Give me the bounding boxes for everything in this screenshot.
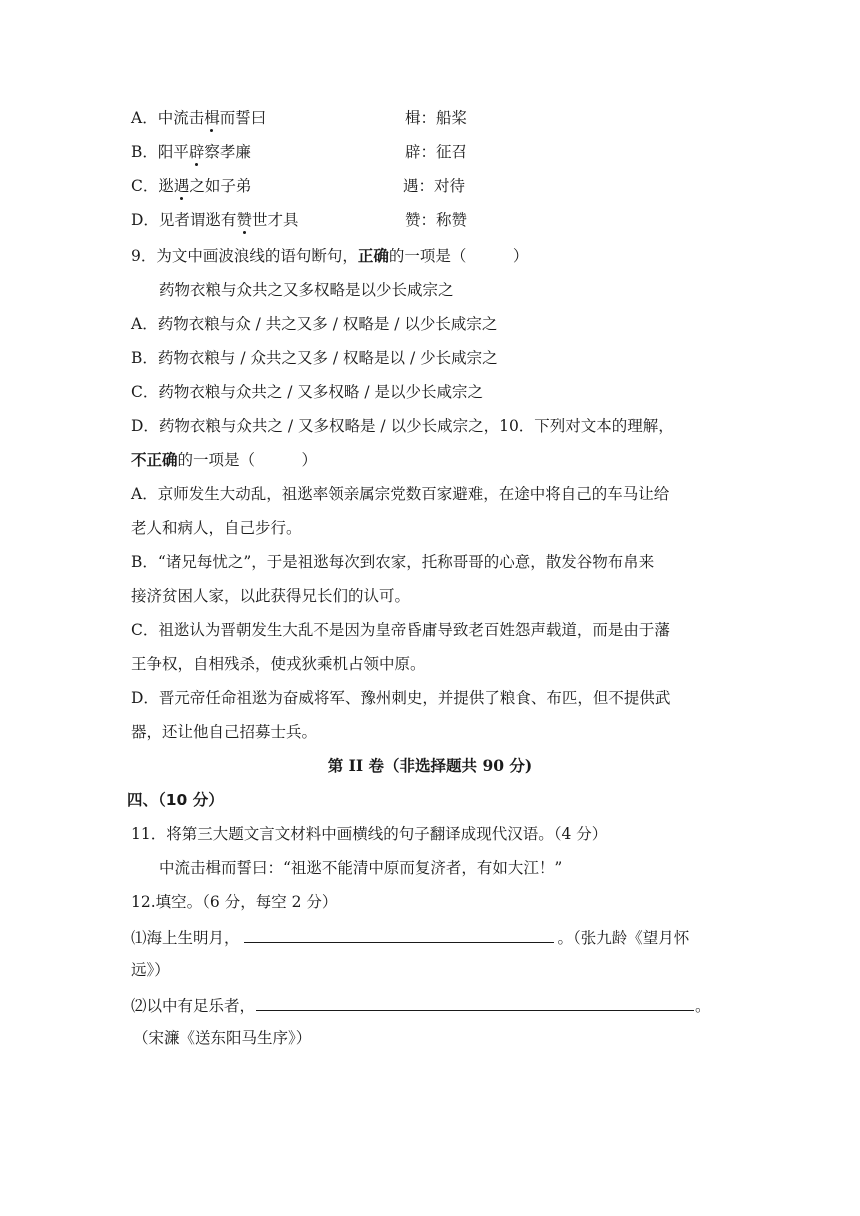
- q9-option-a: A．药物衣粮与众 / 共之又多 / 权略是 / 以少长咸宗之: [131, 315, 498, 333]
- q9-stem-text: 9．为文中画波浪线的语句断句，: [131, 247, 358, 265]
- q9-sentence: 药物衣粮与众共之又多权略是以少长咸宗之: [159, 281, 454, 299]
- q12-item-2-prefix: ⑵以中有足乐者，: [131, 997, 256, 1015]
- q10-stem-bold: 不正确: [131, 451, 178, 469]
- q12-item-1-suffix: 。（张九龄《望月怀: [557, 929, 690, 947]
- q10-option-b-line2: 接济贫困人家，以此获得兄长们的认可。: [131, 587, 411, 605]
- q9-stem-bold: 正确: [357, 247, 389, 265]
- q12-item-1-continuation: 远》）: [131, 961, 170, 979]
- q10-stem: [131, 450, 317, 470]
- q12-item-2: [131, 994, 711, 1016]
- q9-option-d: D．药物衣粮与众共之 / 又多权略是 / 以少长咸宗之，10．下列对文本的理解，: [131, 417, 674, 435]
- q8-option-d-text-end: 世才具: [251, 211, 299, 229]
- q9-option-b: B．药物衣粮与 / 众共之又多 / 权略是以 / 少长咸宗之: [131, 349, 498, 367]
- q10-option-c-line1: C．祖逖认为晋朝发生大乱不是因为皇帝昏庸导致老百姓怨声载道，而是由于藩: [131, 621, 670, 639]
- q8-option-b-text-end: 察孝廉: [204, 143, 251, 161]
- q12-stem: 12.填空。（6 分，每空 2 分）: [131, 893, 338, 911]
- q10-option-d-line2: 器，还让他自己招募士兵。: [131, 723, 318, 741]
- q8-option-b-dot-char: 辟: [188, 143, 205, 161]
- q8-option-c-note: 遇：对待: [403, 177, 466, 195]
- q10-option-c-line2: 王争权，自相残杀，使戎狄乘机占领中原。: [131, 655, 426, 673]
- q8-option-a-note: 楫：船桨: [405, 109, 468, 127]
- q8-option-a-text-end: 而誓曰: [219, 109, 267, 127]
- q12-item-2-suffix: 。: [695, 997, 711, 1015]
- q10-option-d-line1: D．晋元帝任命祖逖为奋威将军、豫州刺史，并提供了粮食、布匹，但不提供武: [131, 689, 671, 707]
- q9-stem-end: 的一项是（ ）: [388, 247, 529, 265]
- q10-option-b-line1: B．“诸兄每忧之”，于是祖逖每次到农家，托称哥哥的心意，散发谷物布帛来: [131, 553, 655, 571]
- q10-option-a-line2: 老人和病人，自己步行。: [131, 519, 302, 537]
- q12-item-2-continuation: （宋濂《送东阳马生序》）: [133, 1029, 312, 1047]
- q8-option-c-text: C．逖: [131, 177, 174, 195]
- q8-option-b-text: B．阳平: [131, 143, 189, 161]
- q12-item-1: [131, 926, 689, 948]
- q8-option-d-dot-char: 赞: [236, 211, 252, 229]
- q8-option-c: [131, 176, 251, 196]
- q9-option-c: C．药物衣粮与众共之 / 又多权略 / 是以少长咸宗之: [131, 383, 484, 401]
- q8-option-c-dot-char: 遇: [173, 177, 190, 195]
- q8-option-d-note: 赞：称赞: [405, 211, 468, 229]
- q10-option-a-line1: A．京师发生大动乱，祖逖率领亲属宗党数百家避难，在途中将自己的车马让给: [131, 485, 670, 503]
- q12-item-1-blank[interactable]: [244, 926, 554, 943]
- q8-option-a-text: A．中流击: [131, 109, 205, 127]
- q12-item-1-prefix: ⑴海上生明月，: [131, 929, 240, 947]
- q8-option-b: [131, 142, 251, 162]
- q10-stem-text: 的一项是（ ）: [177, 451, 318, 469]
- section-four-heading: 四、（10 分）: [127, 791, 224, 809]
- q8-option-a-dot-char: 楫: [204, 109, 220, 127]
- q8-option-b-note: 辟：征召: [405, 143, 468, 161]
- q9-stem: [131, 246, 528, 266]
- q11-stem: 11．将第三大题文言文材料中画横线的句子翻译成现代汉语。（4 分）: [131, 825, 608, 843]
- q8-option-d-text: D．见者谓逖有: [131, 211, 237, 229]
- part-two-title: 第 II 卷（非选择题共 90 分): [327, 756, 533, 775]
- q12-item-2-blank[interactable]: [256, 994, 694, 1011]
- q8-option-d: [131, 210, 298, 230]
- q11-sentence: 中流击楫而誓曰：“祖逖不能清中原而复济者，有如大江！”: [159, 859, 563, 877]
- q8-option-c-text-end: 之如子弟: [189, 177, 252, 195]
- q8-option-a: [131, 108, 266, 128]
